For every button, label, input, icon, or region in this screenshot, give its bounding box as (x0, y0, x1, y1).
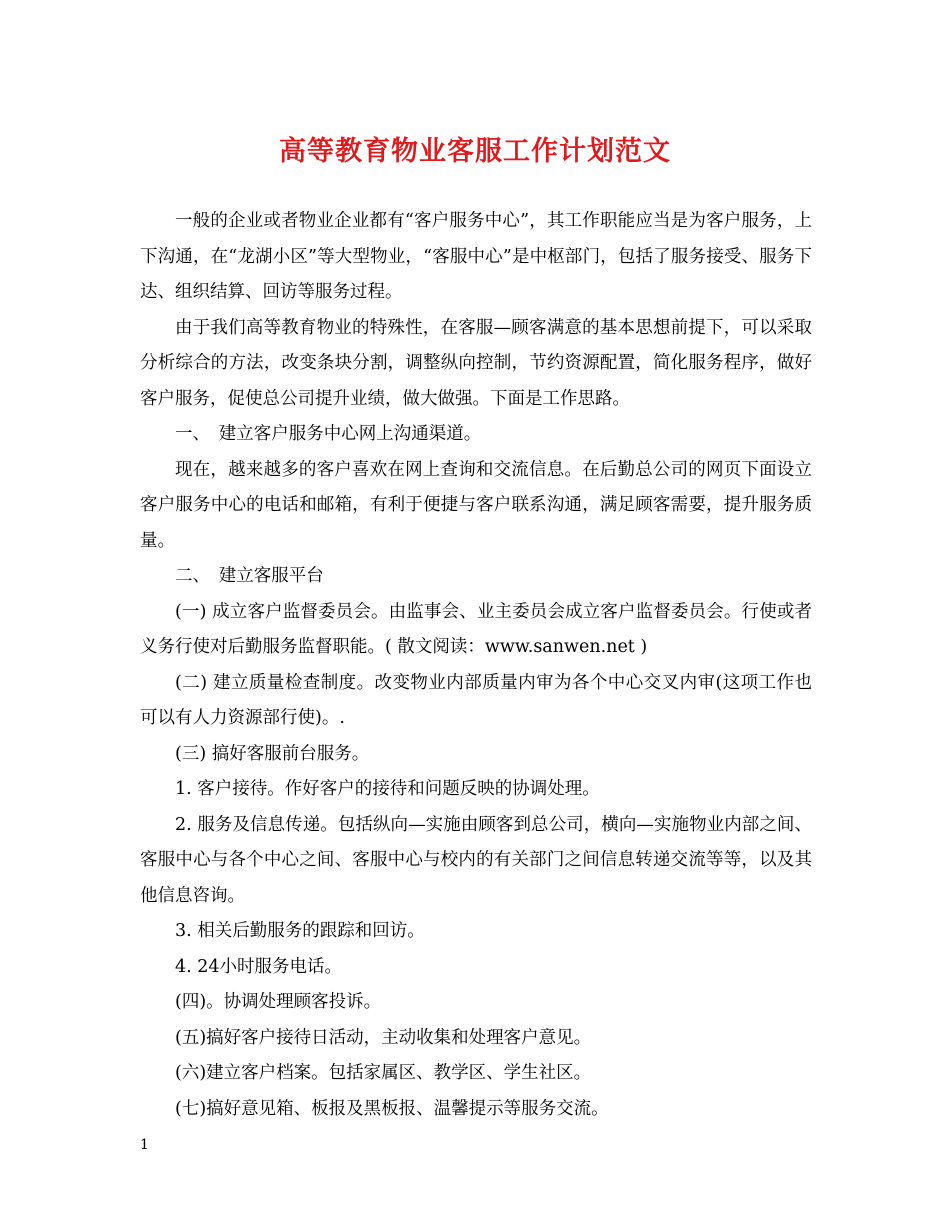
document-body (140, 204, 812, 1127)
list-item-front-desk: (三) 搞好客服前台服务。 (175, 743, 370, 764)
list-item-customer-records: (六)建立客户档案。包括家属区、教学区、学生社区。 (175, 1063, 592, 1083)
paragraph-background: 由于我们高等教育物业的特殊性，在客服—顾客满意的基本思想前提下，可以采取分析综合的方法，改变条块分割，调整纵向控制，节约资源配置，简化服务程序，做好客户服务，促使总公司提升业绩，做大做强。下面是工作思路。 (140, 317, 812, 409)
list-item-hotline: 4. 24小时服务电话。 (175, 956, 343, 977)
section-heading-1: 一、 建立客户服务中心网上沟通渠道。 (175, 424, 482, 444)
paragraph-online-channel: 现在，越来越多的客户喜欢在网上查询和交流信息。在后勤总公司的网页下面设立客户服务中心的电话和邮箱，有利于便捷与客户联系沟通，满足顾客需要，提升服务质量。 (140, 459, 812, 551)
list-item-suggestion-box: (七)搞好意见箱、板报及黑板报、温馨提示等服务交流。 (175, 1098, 609, 1119)
page-number: 1 (140, 1137, 149, 1153)
list-item-reception-day: (五)搞好客户接待日活动，主动收集和处理客户意见。 (175, 1027, 592, 1048)
document-title: 高等教育物业客服工作计划范文 (279, 136, 671, 167)
list-item-supervision-committee: (一) 成立客户监督委员会。由监事会、业主委员会成立客户监督委员会。行使或者义务行使对后勤服务监督职能。( 散文阅读：www.sanwen.net ) (140, 601, 812, 657)
list-item-information-transfer: 2. 服务及信息传递。包括纵向—实施由顾客到总公司，横向—实施物业内部之间、客服中心与各个中心之间、客服中心与校内的有关部门之间信息转递交流等等，以及其他信息咨询。 (140, 814, 812, 906)
section-heading-2: 二、 建立客服平台 (175, 566, 324, 586)
list-item-quality-inspection: (二) 建立质量检查制度。改变物业内部质量内审为各个中心交叉内审(这项工作也可以有人力资源部行使)。. (140, 672, 812, 728)
list-item-reception: 1. 客户接待。作好客户的接待和问题反映的协调处理。 (175, 779, 600, 799)
list-item-complaints: (四)。协调处理顾客投诉。 (175, 992, 382, 1012)
list-item-follow-up: 3. 相关后勤服务的跟踪和回访。 (175, 921, 425, 941)
paragraph-intro: 一般的企业或者物业企业都有“客户服务中心”，其工作职能应当是为客户服务，上下沟通，在“龙湖小区”等大型物业，“客服中心”是中枢部门，包括了服务接受、服务下达、组织结算、回访等服务过程。 (140, 211, 812, 302)
